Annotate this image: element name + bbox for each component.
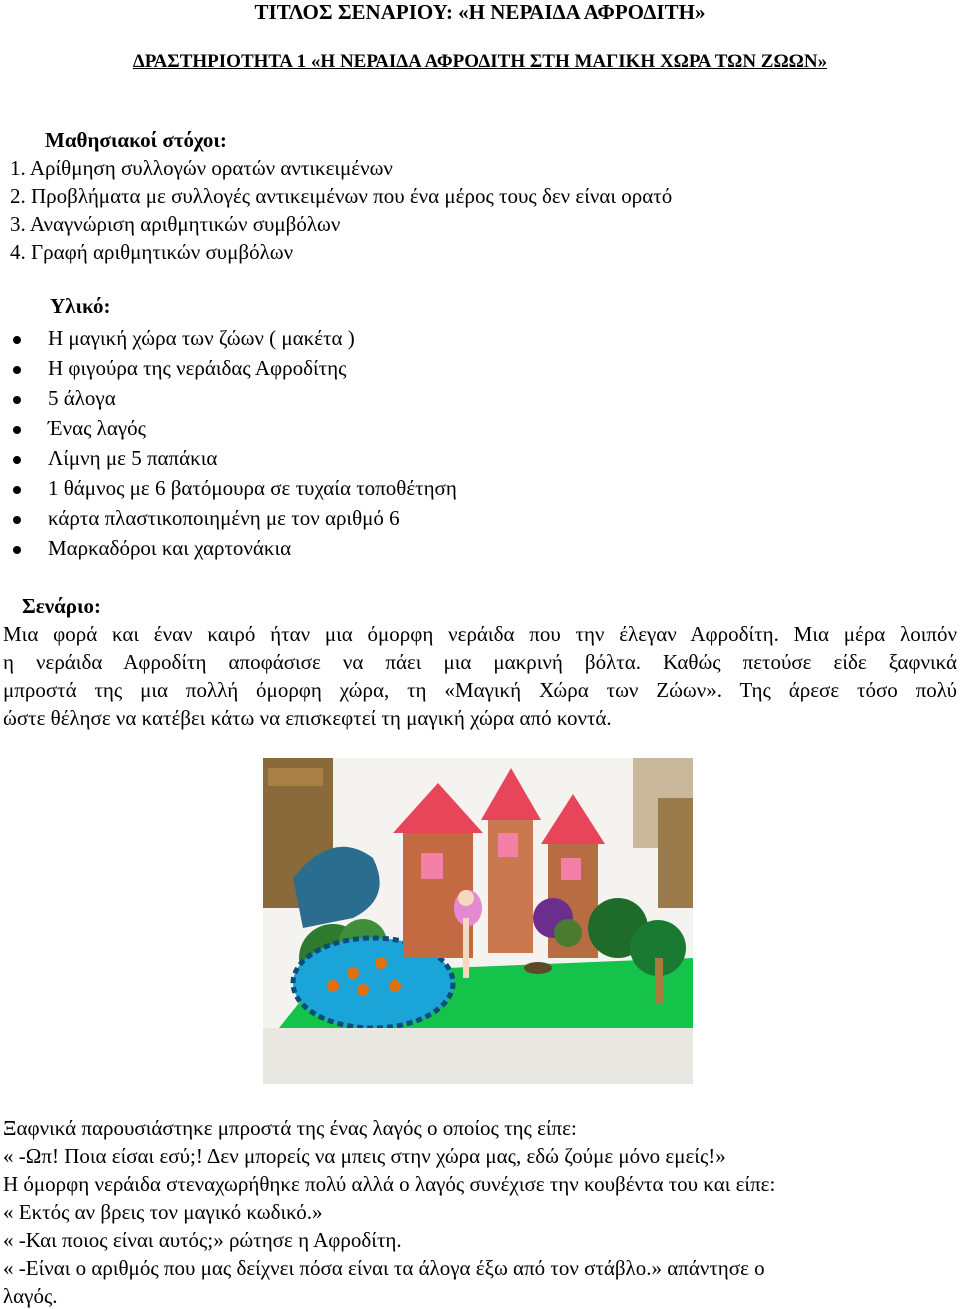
bullet-icon — [13, 426, 21, 434]
page-title: ΤΙΤΛΟΣ ΣΕΝΑΡΙΟΥ: «Η ΝΕΡΑΙΔΑ ΑΦΡΟΔΙΤΗ» — [254, 0, 706, 24]
story-line-1: Ξαφνικά παρουσιάστηκε μπροστά της ένας λαγός ο οποίος της είπε: — [3, 1116, 577, 1140]
story-line-3: Η όμορφη νεράιδα στεναχωρήθηκε πολύ αλλά ο λαγός συνέχισε την κουβέντα του και είπε: — [3, 1172, 776, 1196]
material-item: Μαρκαδόροι και χαρτονάκια — [48, 536, 292, 560]
goal-item-2: 2. Προβλήματα με συλλογές αντικειμένων που ένα μέρος τους δεν είναι ορατό — [10, 184, 673, 208]
scenario-line-2: η νεράιδα Αφροδίτη αποφάσισε να πάει μια μακρινή βόλτα. Καθώς πετούσε είδε ξαφνικά — [3, 650, 957, 674]
diorama-photo — [263, 758, 693, 1084]
activity-title: ΔΡΑΣΤΗΡΙΟΤΗΤΑ 1 «Η ΝΕΡΑΙΔΑ ΑΦΡΟΔΙΤΗ ΣΤΗ ΜΑΓΙΚΗ ΧΩΡΑ ΤΩΝ ΖΩΩΝ» — [132, 51, 828, 72]
scenario-line-3: μπροστά της μια πολλή όμορφη χώρα, τη «Μαγική Χώρα των Ζώων». Της άρεσε τόσο πολύ — [3, 678, 957, 702]
material-item: Ένας λαγός — [48, 416, 146, 440]
material-item: 5 άλογα — [48, 386, 116, 410]
material-item: Η φιγούρα της νεράιδας Αφροδίτης — [48, 356, 347, 380]
goal-item-4: 4. Γραφή αριθμητικών συμβόλων — [10, 240, 294, 264]
materials-heading: Υλικό: — [50, 294, 111, 318]
bullet-icon — [13, 546, 21, 554]
scenario-line-1: Μια φορά και έναν καιρό ήταν μια όμορφη νεράιδα που την έλεγαν Αφροδίτη. Μια μέρα λοιπόν — [3, 622, 957, 646]
material-item: 1 θάμνος με 6 βατόμουρα σε τυχαία τοποθέτηση — [48, 476, 457, 500]
bullet-icon — [13, 486, 21, 494]
material-item: Λίμνη με 5 παπάκια — [48, 446, 218, 470]
story-line-7: λαγός. — [3, 1284, 58, 1308]
story-line-4: « Εκτός αν βρεις τον μαγικό κωδικό.» — [3, 1200, 323, 1224]
goal-item-3: 3. Αναγνώριση αριθμητικών συμβόλων — [10, 212, 341, 236]
goals-heading: Μαθησιακοί στόχοι: — [45, 128, 227, 152]
bullet-icon — [13, 456, 21, 464]
bullet-icon — [13, 366, 21, 374]
scenario-heading: Σενάριο: — [22, 594, 102, 618]
story-line-6: « -Είναι ο αριθμός που μας δείχνει πόσα είναι τα άλογα έξω από τον στάβλο.» απάντησε ο — [3, 1256, 765, 1280]
bullet-icon — [13, 396, 21, 404]
story-line-2: « -Ωπ! Ποια είσαι εσύ;! Δεν μπορείς να μπεις στην χώρα μας, εδώ ζούμε μόνο εμείς!» — [3, 1144, 726, 1168]
bullet-icon — [13, 336, 21, 344]
material-item: κάρτα πλαστικοποιημένη με τον αριθμό 6 — [48, 506, 400, 530]
material-item: Η μαγική χώρα των ζώων ( μακέτα ) — [48, 326, 355, 350]
bullet-icon — [13, 516, 21, 524]
story-line-5: « -Και ποιος είναι αυτός;» ρώτησε η Αφροδίτη. — [3, 1228, 402, 1252]
scenario-line-4: ώστε θέλησε να κατέβει κάτω να επισκεφτεί τη μαγική χώρα από κοντά. — [3, 706, 612, 730]
goal-item-1: 1. Αρίθμηση συλλογών ορατών αντικειμένων — [10, 156, 393, 180]
